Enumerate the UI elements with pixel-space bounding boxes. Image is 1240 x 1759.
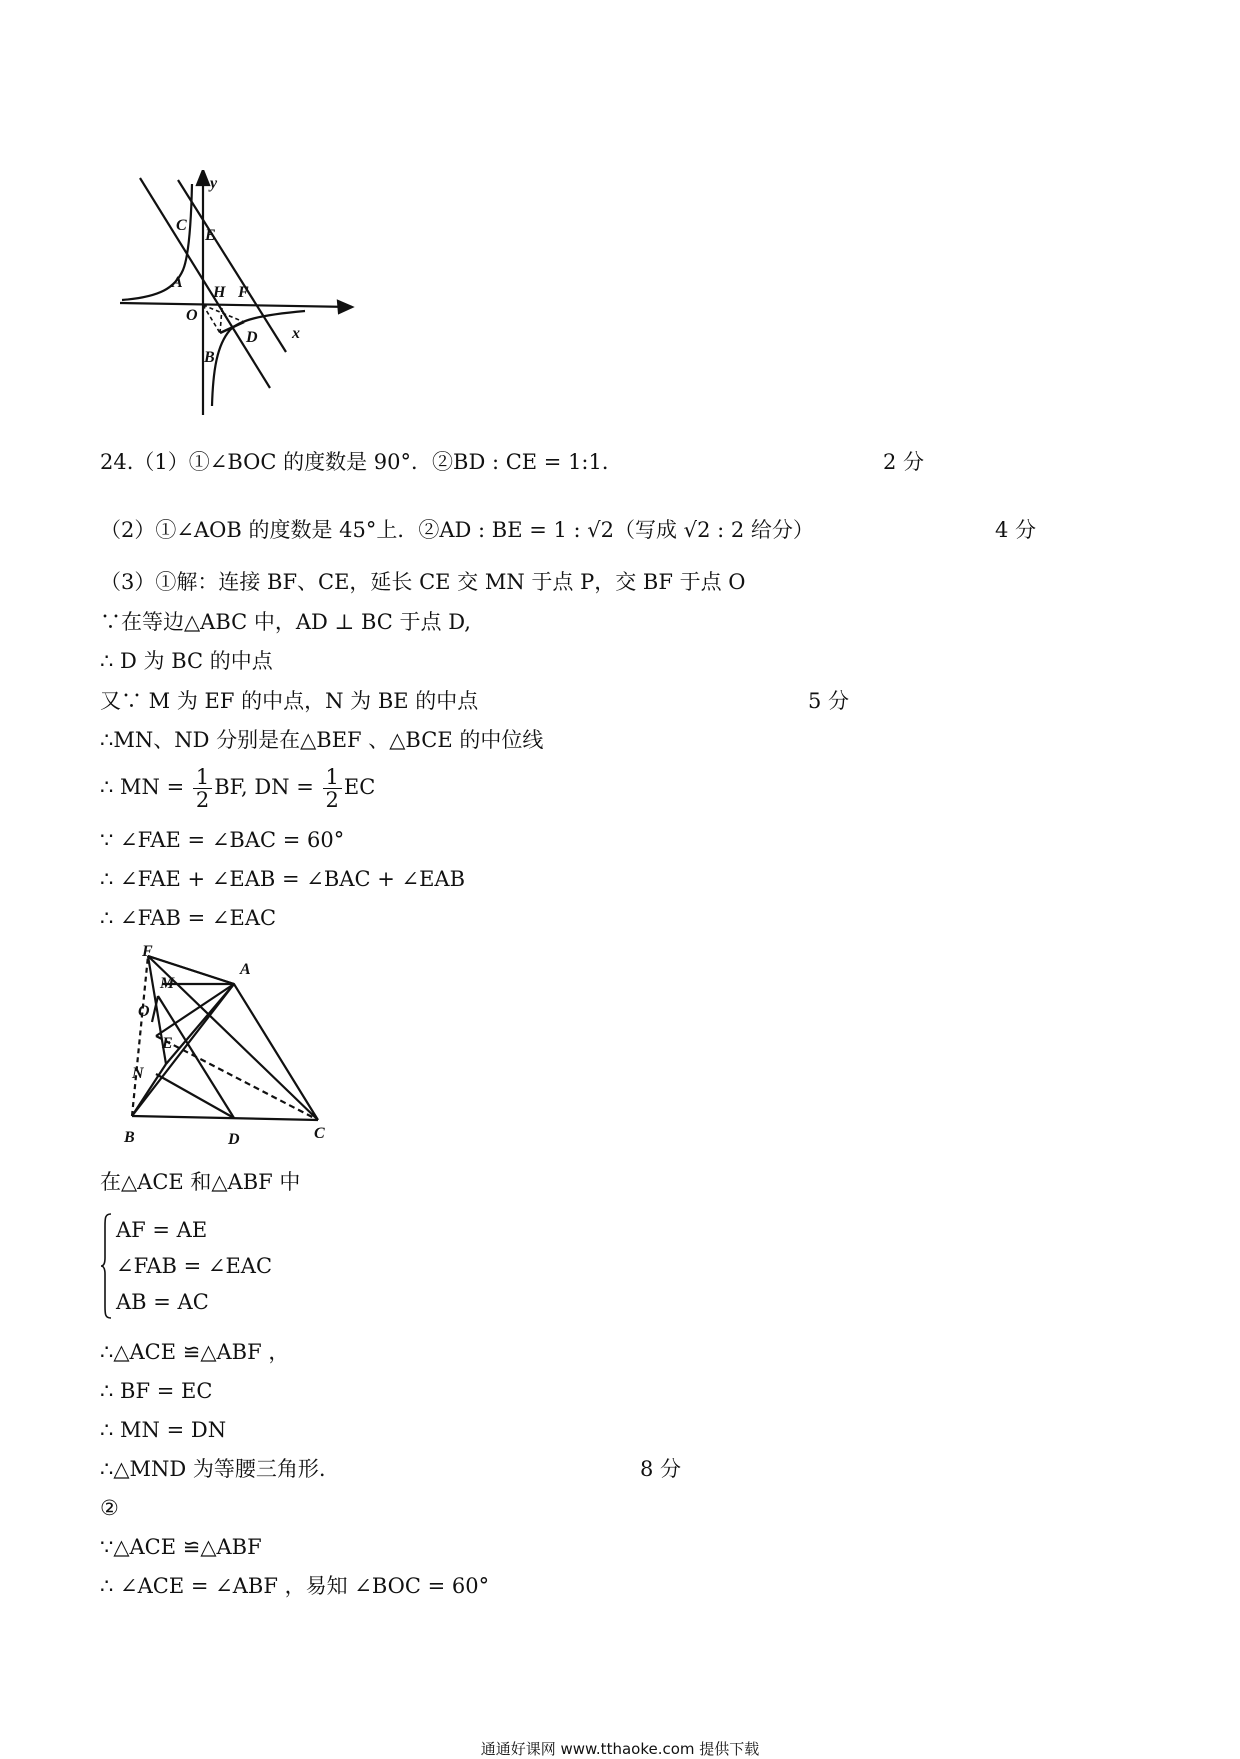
label-N: N bbox=[132, 1065, 144, 1082]
fraction-num: 1 bbox=[323, 766, 342, 789]
system-row-1: AF = AE bbox=[116, 1218, 208, 1242]
q24-part3: （3）①解：连接 BF、CE，延长 CE 交 MN 于点 P，交 BF 于点 O bbox=[100, 570, 746, 594]
label-A: A bbox=[240, 961, 251, 978]
score-2: 2 分 bbox=[883, 450, 925, 474]
fraction-den: 2 bbox=[195, 788, 210, 812]
q24-part2: （2）①∠AOB 的度数是 45°上．②AD : BE = 1 : √2（写成 √2 : 2 给分） bbox=[100, 518, 814, 542]
label-F: F bbox=[142, 944, 153, 960]
proof-line-1: ∵在等边△ABC 中，AD ⊥ BC 于点 D, bbox=[100, 610, 471, 634]
label-E: E bbox=[162, 1035, 173, 1052]
fraction-den: 2 bbox=[325, 788, 339, 812]
system-row-3: AB = AC bbox=[116, 1290, 209, 1314]
label-B: B bbox=[204, 349, 215, 366]
proof-line-11: ∴ BF = EC bbox=[100, 1379, 213, 1403]
label-D: D bbox=[228, 1131, 240, 1148]
label-O: O bbox=[138, 1003, 150, 1020]
frac-tail: EC bbox=[343, 775, 376, 799]
proof-line-13: ∴△MND 为等腰三角形. bbox=[100, 1457, 326, 1481]
triangle-diagram bbox=[118, 944, 338, 1154]
score-5: 5 分 bbox=[808, 689, 850, 713]
label-x: x bbox=[292, 325, 300, 342]
frac-mid: BF, DN = bbox=[214, 775, 314, 799]
hyperbola-diagram bbox=[120, 170, 360, 420]
label-E: E bbox=[205, 227, 216, 244]
label-M: M bbox=[160, 975, 175, 992]
label-F: F bbox=[238, 284, 249, 301]
proof-line-12: ∴ MN = DN bbox=[100, 1418, 227, 1442]
fraction-num: 1 bbox=[193, 766, 212, 789]
proof-line-10: ∴△ACE ≌△ABF ， bbox=[100, 1340, 290, 1364]
footer-watermark: 通通好课网 www.tthaoke.com 提供下载 bbox=[480, 1740, 760, 1758]
frac-lead: ∴ MN = bbox=[100, 775, 185, 799]
proof-line-9: 在△ACE 和△ABF 中 bbox=[100, 1170, 301, 1194]
proof-line-7: ∴ ∠FAE + ∠EAB = ∠BAC + ∠EAB bbox=[100, 867, 466, 891]
label-C: C bbox=[176, 217, 187, 234]
label-O: O bbox=[186, 307, 198, 324]
label-H: H bbox=[213, 284, 226, 301]
q24-part1: 24.（1）①∠BOC 的度数是 90°．②BD : CE = 1:1． bbox=[100, 450, 623, 474]
proof-line-3: 又∵ M 为 EF 的中点，N 为 BE 的中点 bbox=[100, 689, 479, 713]
score-8: 8 分 bbox=[640, 1457, 682, 1481]
fraction-half-1 bbox=[193, 766, 212, 811]
proof-line-15: ∵△ACE ≌△ABF bbox=[100, 1535, 262, 1559]
system-row-2: ∠FAB = ∠EAC bbox=[116, 1254, 273, 1278]
score-4: 4 分 bbox=[995, 518, 1037, 542]
proof-line-14: ② bbox=[100, 1496, 119, 1520]
proof-line-6: ∵ ∠FAE = ∠BAC = 60° bbox=[100, 828, 345, 852]
proof-line-2: ∴ D 为 BC 的中点 bbox=[100, 649, 273, 673]
label-C: C bbox=[314, 1125, 325, 1142]
proof-line-8: ∴ ∠FAB = ∠EAC bbox=[100, 906, 277, 930]
proof-line-4: ∴MN、ND 分别是在△BEF 、△BCE 的中位线 bbox=[100, 728, 544, 752]
proof-line-16: ∴ ∠ACE = ∠ABF ，易知 ∠BOC = 60° bbox=[100, 1574, 490, 1598]
fraction-half-2 bbox=[323, 766, 342, 811]
label-B: B bbox=[124, 1129, 135, 1146]
label-y: y bbox=[210, 175, 218, 192]
label-D: D bbox=[246, 329, 258, 346]
proof-line-5-fraction bbox=[100, 762, 375, 812]
equation-system bbox=[100, 1212, 360, 1322]
label-A: A bbox=[172, 274, 183, 291]
brace-icon bbox=[100, 1212, 112, 1320]
